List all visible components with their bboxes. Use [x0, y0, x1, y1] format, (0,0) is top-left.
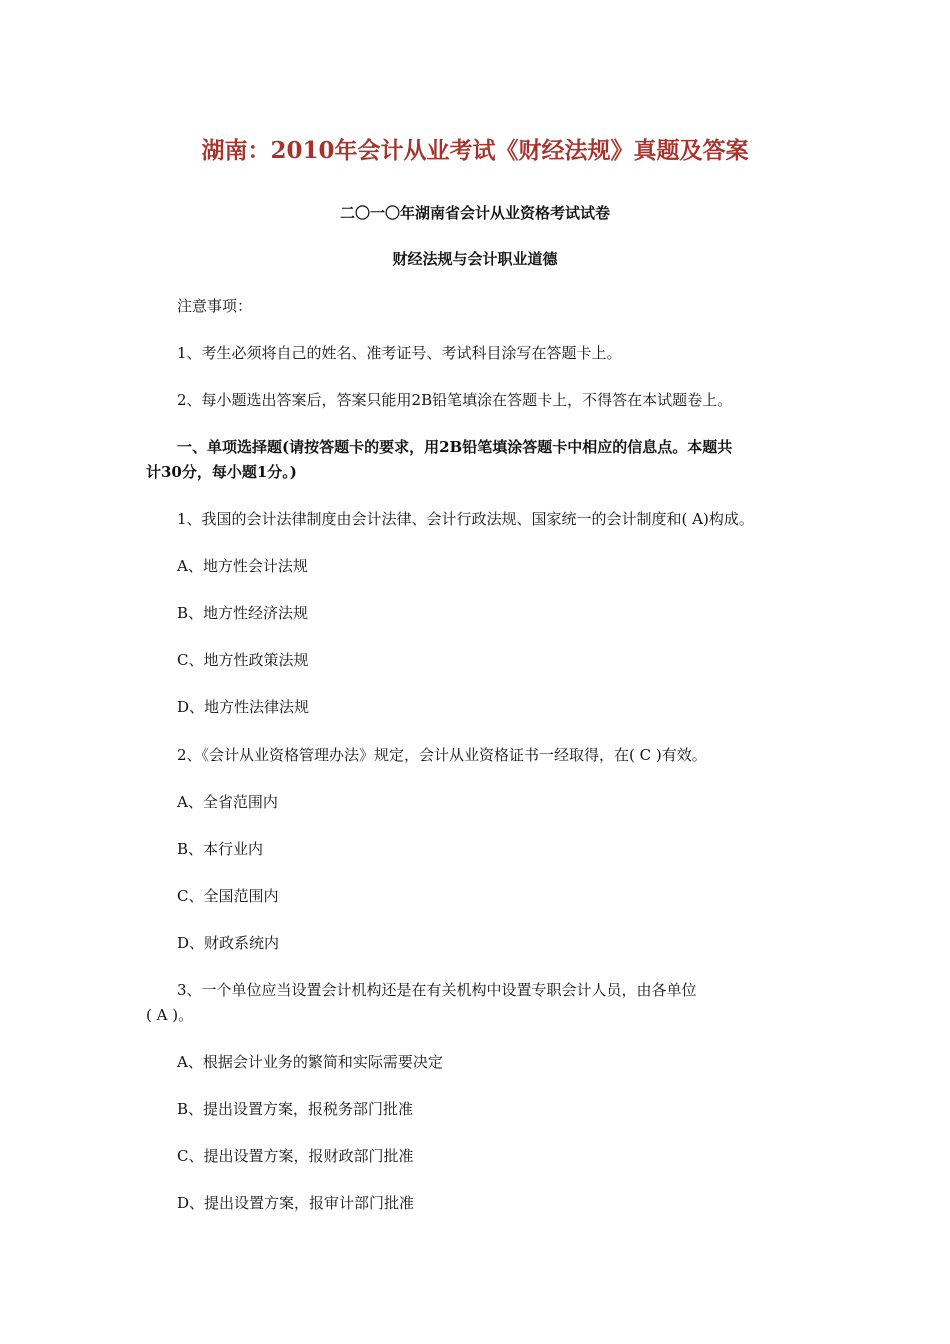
- question-3-stem-cont: ( A )。: [146, 1006, 194, 1024]
- question-1-option-d: D、地方性法律法规: [177, 698, 310, 716]
- notice-item-1: 1、考生必须将自己的姓名、准考证号、考试科目涂写在答题卡上。: [177, 344, 622, 362]
- question-2-option-d: D、财政系统内: [177, 934, 280, 952]
- question-3-stem: 3、一个单位应当设置会计机构还是在有关机构中设置专职会计人员，由各单位: [177, 981, 697, 999]
- question-1-option-b: B、地方性经济法规: [177, 604, 309, 622]
- question-1-option-a: A、地方性会计法规: [177, 557, 308, 575]
- exam-subtitle: 二〇一〇年湖南省会计从业资格考试试卷: [339, 204, 610, 222]
- question-1-option-c: C、地方性政策法规: [177, 651, 309, 669]
- question-2-stem: 2、《会计从业资格管理办法》规定，会计从业资格证书一经取得，在( C )有效。: [177, 746, 707, 764]
- subject-subtitle: 财经法规与会计职业道德: [392, 250, 558, 268]
- question-1-stem: 1、我国的会计法律制度由会计法律、会计行政法规、国家统一的会计制度和( A)构成。: [177, 510, 754, 528]
- document-title: 湖南：2010年会计从业考试《财经法规》真题及答案: [201, 137, 749, 164]
- section-heading-cont: 计30分，每小题1分。): [146, 463, 297, 481]
- notice-item-2: 2、每小题选出答案后，答案只能用2B铅笔填涂在答题卡上，不得答在本试题卷上。: [177, 391, 733, 409]
- notice-heading: 注意事项：: [177, 297, 253, 315]
- question-3-option-b: B、提出设置方案，报税务部门批准: [177, 1100, 414, 1118]
- question-2-option-b: B、本行业内: [177, 840, 264, 858]
- question-2-option-a: A、全省范围内: [177, 793, 278, 811]
- question-3-option-c: C、提出设置方案，报财政部门批准: [177, 1147, 414, 1165]
- section-heading: 一、单项选择题(请按答题卡的要求，用2B铅笔填涂答题卡中相应的信息点。本题共: [177, 438, 733, 456]
- question-3-option-d: D、提出设置方案，报审计部门批准: [177, 1194, 415, 1212]
- question-3-option-a: A、根据会计业务的繁简和实际需要决定: [177, 1053, 443, 1071]
- question-2-option-c: C、全国范围内: [177, 887, 279, 905]
